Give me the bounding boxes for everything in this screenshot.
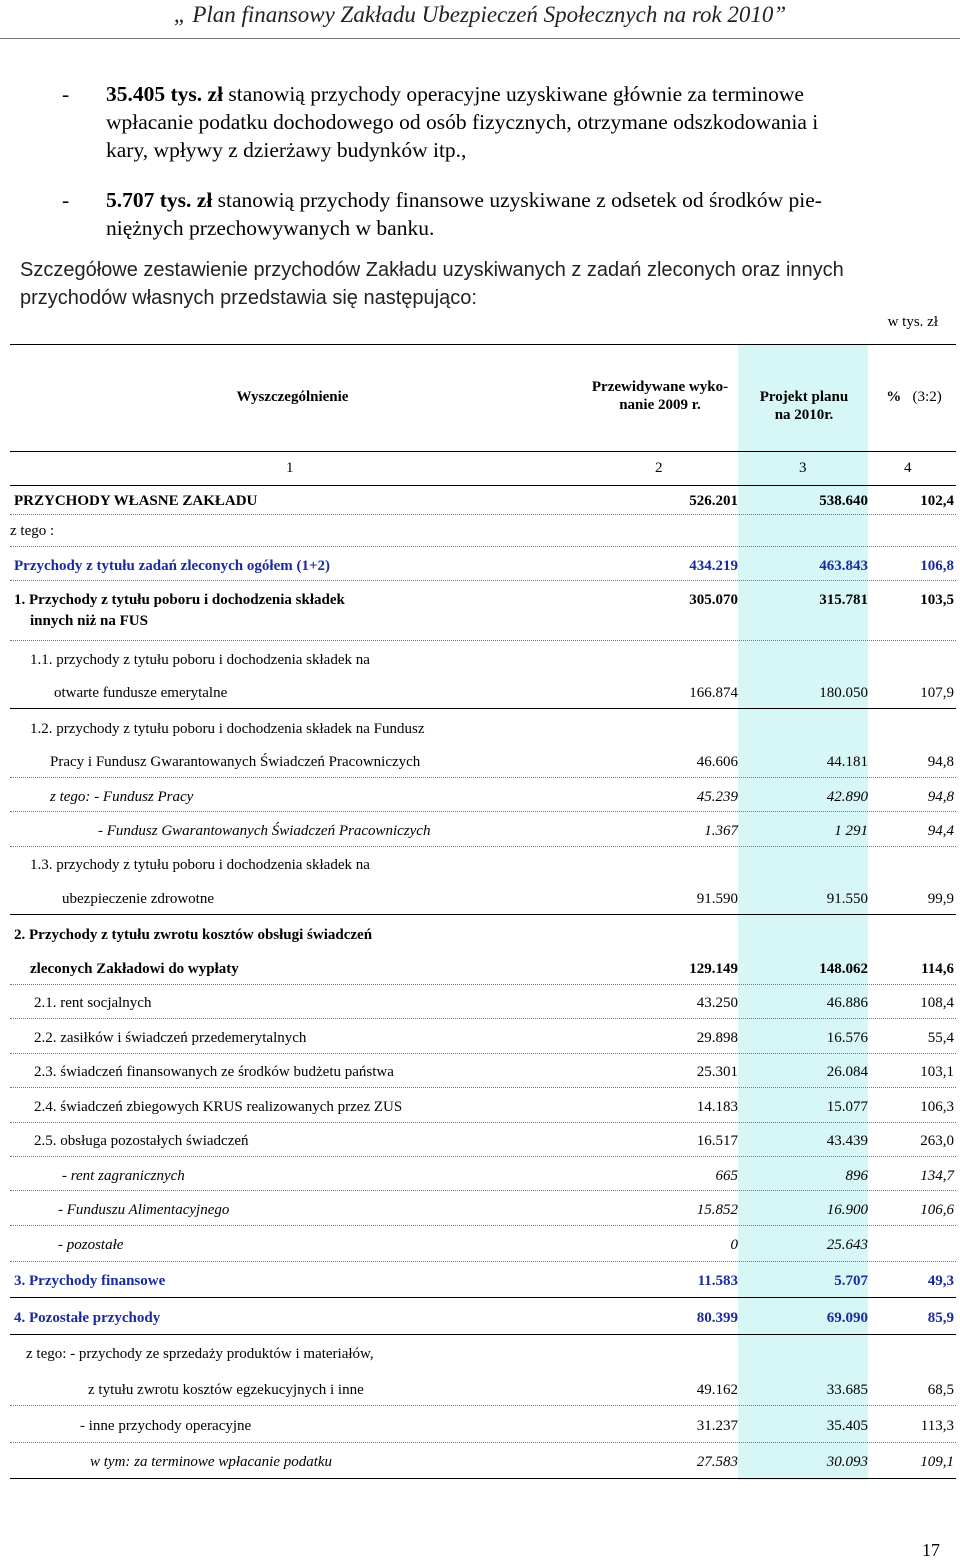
bullet-item [62, 80, 942, 170]
value-percent: 55,4 [927, 1030, 954, 1046]
table-row [0, 611, 960, 633]
table-row [0, 1380, 960, 1402]
value-2009: 91.590 [696, 891, 738, 907]
value-percent: 68,5 [927, 1382, 954, 1398]
value-2010: 26.084 [826, 1064, 868, 1080]
row-divider [10, 514, 956, 515]
row-label: 2.1. rent socjalnych [34, 995, 152, 1011]
value-2010: 91.550 [826, 891, 868, 907]
value-2009: 16.517 [696, 1133, 738, 1149]
value-2010: 33.685 [826, 1382, 868, 1398]
value-2010: 180.050 [819, 685, 868, 701]
table-row [0, 521, 960, 543]
row-label: z tytułu zwrotu kosztów egzekucyjnych i inne [88, 1382, 364, 1398]
value-2010: 896 [845, 1168, 868, 1184]
value-2010: 1 291 [834, 823, 868, 839]
row-divider [10, 1156, 956, 1157]
value-2009: 29.898 [696, 1030, 738, 1046]
row-divider [10, 1087, 956, 1088]
bullet-line [106, 186, 822, 214]
row-divider [10, 846, 956, 847]
value-2010: 30.093 [826, 1454, 868, 1470]
row-label: PRZYCHODY WŁASNE ZAKŁADU [14, 493, 258, 509]
bullet-line: wpłacanie podatku dochodowego od osób fizycznych, otrzymane odszkodowania i [106, 110, 819, 134]
table-row [0, 787, 960, 809]
table-row [0, 1308, 960, 1330]
paragraph-line: Szczegółowe zestawienie przychodów Zakładu uzyskiwanych z zadań zleconych oraz innych [20, 259, 844, 281]
bullet-line: niężnych przechowywanych w banku. [106, 216, 435, 240]
value-percent: 106,3 [920, 1099, 954, 1115]
value-percent: 85,9 [927, 1310, 954, 1326]
row-divider [10, 777, 956, 778]
row-divider [10, 914, 956, 915]
column-header-percent [868, 388, 960, 406]
column-header-description: Wyszczególnienie [236, 389, 349, 405]
row-label: 2.5. obsługa pozostałych świadczeń [34, 1133, 249, 1149]
value-2009: 80.399 [696, 1310, 738, 1326]
table-row [0, 889, 960, 911]
value-2009: 11.583 [697, 1273, 738, 1289]
value-2009: 49.162 [696, 1382, 738, 1398]
value-2009: 166.874 [689, 685, 738, 701]
value-2010: 463.843 [819, 558, 868, 574]
table-row [0, 556, 960, 578]
value-2009: 27.583 [696, 1454, 738, 1470]
header-line: na 2010r. [774, 407, 834, 423]
value-percent: 106,6 [920, 1202, 954, 1218]
value-2009: 0 [730, 1237, 738, 1253]
table-row [0, 1452, 960, 1474]
table-row [0, 1344, 960, 1366]
table-row [0, 1097, 960, 1119]
row-divider [10, 580, 956, 581]
value-2009: 129.149 [689, 961, 738, 977]
table-row [0, 590, 960, 612]
row-label: z tego: - Fundusz Pracy [50, 789, 194, 805]
value-percent: 99,9 [927, 891, 954, 907]
page-header-title: „ Plan finansowy Zakładu Ubezpieczeń Społecznych na rok 2010” [173, 2, 787, 27]
row-label: w tym: za terminowe wpłacanie podatku [90, 1454, 333, 1470]
bullet-item [62, 186, 942, 246]
table-row [0, 993, 960, 1015]
table-row [0, 752, 960, 774]
value-percent: 134,7 [920, 1168, 954, 1184]
bullet-line: kary, wpływy z dzierżawy budynków itp., [106, 138, 467, 162]
row-label: - rent zagranicznych [62, 1168, 185, 1184]
table-row [0, 925, 960, 947]
row-label: 1. Przychody z tytułu poboru i dochodzenia składek [14, 592, 345, 608]
row-divider [10, 1122, 956, 1123]
intro-paragraph [20, 256, 940, 312]
column-number: 1 [286, 460, 294, 476]
value-2009: 526.201 [689, 493, 738, 509]
value-percent: 103,5 [920, 592, 954, 608]
value-2010: 5.707 [834, 1273, 868, 1289]
bullet-text: stanowią przychody operacyjne uzyskiwane głównie za terminowe [223, 82, 804, 106]
row-label: - pozostałe [58, 1237, 124, 1253]
row-label: 1.3. przychody z tytułu poboru i dochodzenia składek na [30, 857, 370, 873]
row-label: ubezpieczenie zdrowotne [62, 891, 214, 907]
value-2009: 25.301 [696, 1064, 738, 1080]
value-percent: 114,6 [921, 961, 954, 977]
row-divider [10, 984, 956, 985]
value-2010: 69.090 [826, 1310, 868, 1326]
value-2010: 42.890 [826, 789, 868, 805]
page-number: 17 [922, 1540, 940, 1560]
row-divider [10, 1405, 956, 1406]
value-2009: 31.237 [696, 1418, 738, 1434]
paragraph-line: przychodów własnych przedstawia się następująco: [20, 287, 477, 309]
value-2009: 14.183 [696, 1099, 738, 1115]
table-row [0, 1271, 960, 1293]
value-percent: 109,1 [920, 1454, 954, 1470]
table-row [0, 1200, 960, 1222]
value-percent: 107,9 [920, 685, 954, 701]
value-percent: 102,4 [920, 493, 954, 509]
row-label: innych niż na FUS [30, 613, 148, 629]
table-row [0, 491, 960, 513]
value-2009: 305.070 [689, 592, 738, 608]
row-label: - inne przychody operacyjne [80, 1418, 252, 1434]
value-2009: 15.852 [696, 1202, 738, 1218]
table-row [0, 1062, 960, 1084]
percent-symbol: % [886, 389, 902, 405]
value-2010: 25.643 [826, 1237, 868, 1253]
bullet-dash: - [62, 188, 70, 212]
table-colnum-rule [10, 485, 956, 486]
value-2010: 16.900 [826, 1202, 868, 1218]
row-divider [10, 1225, 956, 1226]
table-row [0, 821, 960, 843]
value-percent: 103,1 [920, 1064, 954, 1080]
column-header-plan-2010 [740, 388, 868, 424]
table-row [0, 1131, 960, 1153]
row-label: 2.4. świadczeń zbiegowych KRUS realizowanych przez ZUS [34, 1099, 403, 1115]
bullet-amount: 5.707 tys. zł [106, 188, 213, 212]
value-2010: 315.781 [819, 592, 868, 608]
value-percent: 113,3 [920, 1418, 954, 1434]
value-2009: 665 [715, 1168, 738, 1184]
value-2009: 45.239 [696, 789, 738, 805]
row-label: z tego: - przychody ze sprzedaży produktów i materiałów, [26, 1346, 374, 1362]
header-rule [0, 38, 960, 39]
header-line: Przewidywane wyko- [591, 379, 729, 395]
bullet-text: stanowią przychody finansowe uzyskiwane z odsetek od środków pie- [212, 188, 822, 212]
table-row [0, 855, 960, 877]
row-divider [10, 708, 956, 709]
row-label: otwarte fundusze emerytalne [54, 685, 228, 701]
value-2010: 46.886 [826, 995, 868, 1011]
header-line: Projekt planu [759, 389, 849, 405]
column-number: 2 [655, 460, 663, 476]
row-divider [10, 546, 956, 547]
value-2009: 1.367 [704, 823, 738, 839]
table-header-rule [10, 451, 956, 452]
value-2010: 15.077 [826, 1099, 868, 1115]
value-percent: 108,4 [920, 995, 954, 1011]
column-header-expected-2009 [580, 378, 740, 414]
table-row [0, 1028, 960, 1050]
row-label: 2.3. świadczeń finansowanych ze środków budżetu państwa [34, 1064, 394, 1080]
bullet-dash: - [62, 82, 70, 106]
row-label: Pracy i Fundusz Gwarantowanych Świadczeń Pracowniczych [50, 754, 421, 770]
bullet-amount: 35.405 tys. zł [106, 82, 224, 106]
value-2010: 44.181 [826, 754, 868, 770]
value-2009: 43.250 [696, 995, 738, 1011]
row-label: - Funduszu Alimentacyjnego [58, 1202, 230, 1218]
value-percent: 94,8 [927, 789, 954, 805]
table-top-rule [10, 344, 956, 345]
row-label: 2.2. zasiłków i świadczeń przedemerytalnych [34, 1030, 307, 1046]
value-2009: 434.219 [689, 558, 738, 574]
value-2010: 43.439 [826, 1133, 868, 1149]
table-row [0, 1235, 960, 1257]
header-line: nanie 2009 r. [619, 397, 701, 413]
value-percent: 106,8 [920, 558, 954, 574]
unit-label: w tys. zł [887, 314, 938, 330]
table-row [0, 959, 960, 981]
row-label: 1.1. przychody z tytułu poboru i dochodzenia składek na [30, 652, 370, 668]
row-divider [10, 1334, 956, 1335]
row-label: z tego : [10, 523, 55, 539]
row-divider [10, 1261, 956, 1262]
row-label: 1.2. przychody z tytułu poboru i dochodzenia składek na Fundusz [30, 721, 425, 737]
table-row [0, 1416, 960, 1438]
table-row [0, 719, 960, 741]
row-label: Przychody z tytułu zadań zleconych ogółem (1+2) [14, 558, 331, 574]
row-divider [10, 1190, 956, 1191]
value-percent: 94,4 [927, 823, 954, 839]
row-divider [10, 640, 956, 641]
row-divider [10, 1442, 956, 1443]
row-label: zleconych Zakładowi do wypłaty [30, 961, 239, 977]
table-bottom-rule [10, 1478, 956, 1479]
bullet-line [106, 80, 804, 108]
row-divider [10, 811, 956, 812]
table-row [0, 650, 960, 672]
value-2010: 538.640 [819, 493, 868, 509]
table-row [0, 683, 960, 705]
row-label: 2. Przychody z tytułu zwrotu kosztów obsługi świadczeń [14, 927, 373, 943]
value-percent: 49,3 [927, 1273, 954, 1289]
value-2010: 16.576 [826, 1030, 868, 1046]
row-label: - Fundusz Gwarantowanych Świadczeń Pracowniczych [98, 823, 431, 839]
value-2009: 46.606 [696, 754, 738, 770]
column-number: 4 [904, 460, 912, 476]
percent-formula: (3:2) [912, 389, 942, 405]
column-number: 3 [799, 460, 807, 476]
row-label: 3. Przychody finansowe [14, 1273, 166, 1289]
value-percent: 263,0 [920, 1133, 954, 1149]
value-2010: 148.062 [819, 961, 868, 977]
row-label: 4. Pozostałe przychody [14, 1310, 161, 1326]
value-2010: 35.405 [826, 1418, 868, 1434]
value-percent: 94,8 [927, 754, 954, 770]
table-row [0, 1166, 960, 1188]
row-divider [10, 1018, 956, 1019]
row-divider [10, 1053, 956, 1054]
row-divider [10, 1297, 956, 1298]
